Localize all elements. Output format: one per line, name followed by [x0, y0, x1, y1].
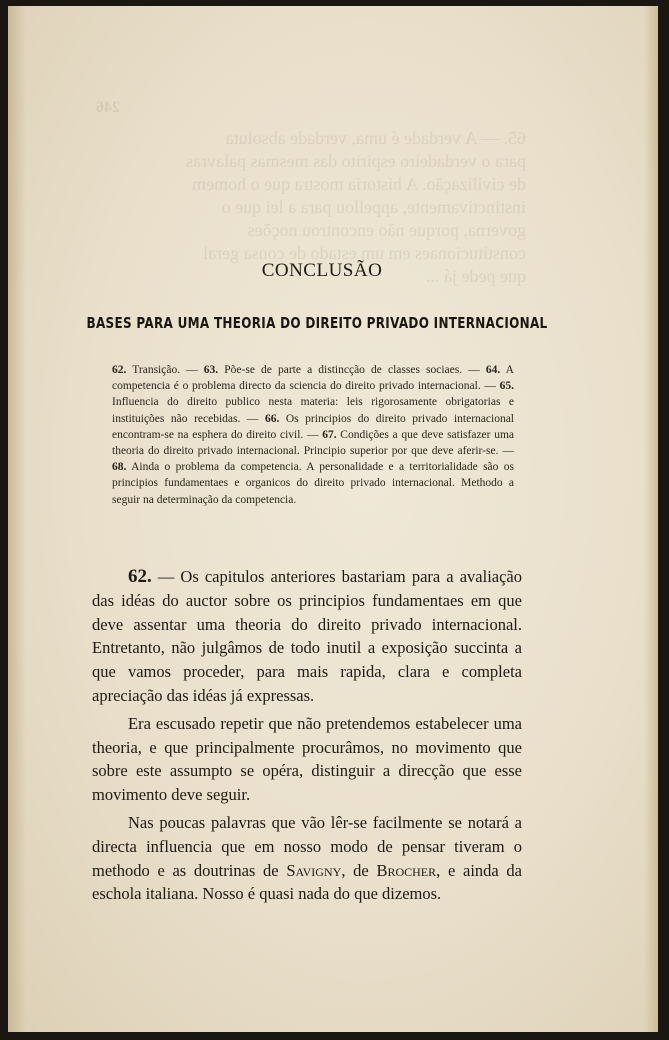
paragraph [92, 811, 522, 906]
paragraph-number: 62. [128, 566, 152, 587]
paragraph-text: Nas poucas palavras que vão lêr-se facilmente se notará a directa influencia que em nosso modo de pensar tiveram o methodo e as doutrinas de [92, 812, 522, 880]
bleed-line: constitucionaes em um estado de cousa geral [203, 243, 526, 263]
summary-item-number: 64. [485, 364, 501, 376]
paragraph-dash: — [151, 567, 181, 586]
bleed-line: governa, porque não encontrou noções [247, 220, 526, 240]
author-name-savigny: Savigny [286, 860, 342, 880]
summary-item-text: Ainda o problema da competencia. A personalidade e a territorialidade são os principios fundamentaes e organicos do direito privado internacional. Methodo a seguir na determinação da competencia. [112, 461, 514, 506]
summary-item-number: 66. [264, 412, 280, 425]
summary-item-text: A competencia é o problema directo da sciencia do direito privado internacional. — [112, 364, 514, 393]
paragraph-text: , e ainda da eschola italiana. Nosso é quasi nada do que dizemos. [92, 860, 523, 904]
section-title: BASES PARA UMA THEORIA DO DIREITO PRIVADO INTERNACIONAL [86, 314, 548, 332]
book-page [8, 6, 658, 1032]
summary-item-text: Transição. — [126, 364, 204, 376]
paragraph-text: Era escusado repetir que não pretendemos estabelecer uma theoria, e que principalmente procurâmos, no movimento que sobre este assumpto se opéra, distinguir a direcção que esse movimento deve seguir. [92, 713, 522, 805]
bleed-line: instinctivamente, appellou para a lei que o [221, 197, 526, 217]
summary-item-number: 63. [203, 364, 219, 376]
paragraph-text: , de [341, 860, 377, 880]
chapter-title: CONCLUSÃO [261, 260, 383, 281]
summary-item-number: 67. [322, 428, 337, 441]
bleed-line: que pede já ... [426, 266, 526, 286]
summary-item-number: 62. [112, 364, 127, 376]
author-name-brocher: Brocher [376, 860, 437, 880]
bleed-line: 65. — A verdade é uma, verdade absoluta [225, 128, 526, 148]
paragraph-62 [92, 565, 522, 708]
bleed-line: para o verdadeiro espirito das mesmas palavras [186, 151, 526, 171]
body-text [92, 565, 522, 906]
summary-item-number: 68. [112, 461, 127, 474]
page-content [8, 6, 658, 1032]
paragraph [92, 712, 522, 807]
chapter-summary [112, 362, 514, 508]
paragraph-text: Os capitulos anteriores bastariam para a avaliação das idéas do auctor sobre os principios fundamentaes em que deve assentar uma theoria do direito privado internacional. Entretanto, não julgâmos de todo inutil a exposição succinta a que vamos proceder, para mais rapida, clara e completa apreciação das idéas já expressas. [92, 567, 522, 705]
summary-item-text: Põe-se de parte a distincção de classes sociaes. — [218, 364, 486, 376]
summary-item-text: Influencia do direito publico nesta materia: leis rigorosamente obrigatorias e instituições não recebidas. — [112, 396, 514, 425]
summary-item-text: Condições a que deve satisfazer uma theoria do direito privado internacional. Principio superior por que deve aferir-se. — [112, 428, 515, 458]
summary-item-number: 65. [499, 380, 514, 393]
bleed-page-number: 246 [96, 99, 120, 116]
summary-item-text: Os principios do direito privado internacional encontram-se na esphera do direito civil. — [112, 412, 514, 441]
bleed-line: de civilização. A historia mostra que o homem [192, 174, 526, 194]
